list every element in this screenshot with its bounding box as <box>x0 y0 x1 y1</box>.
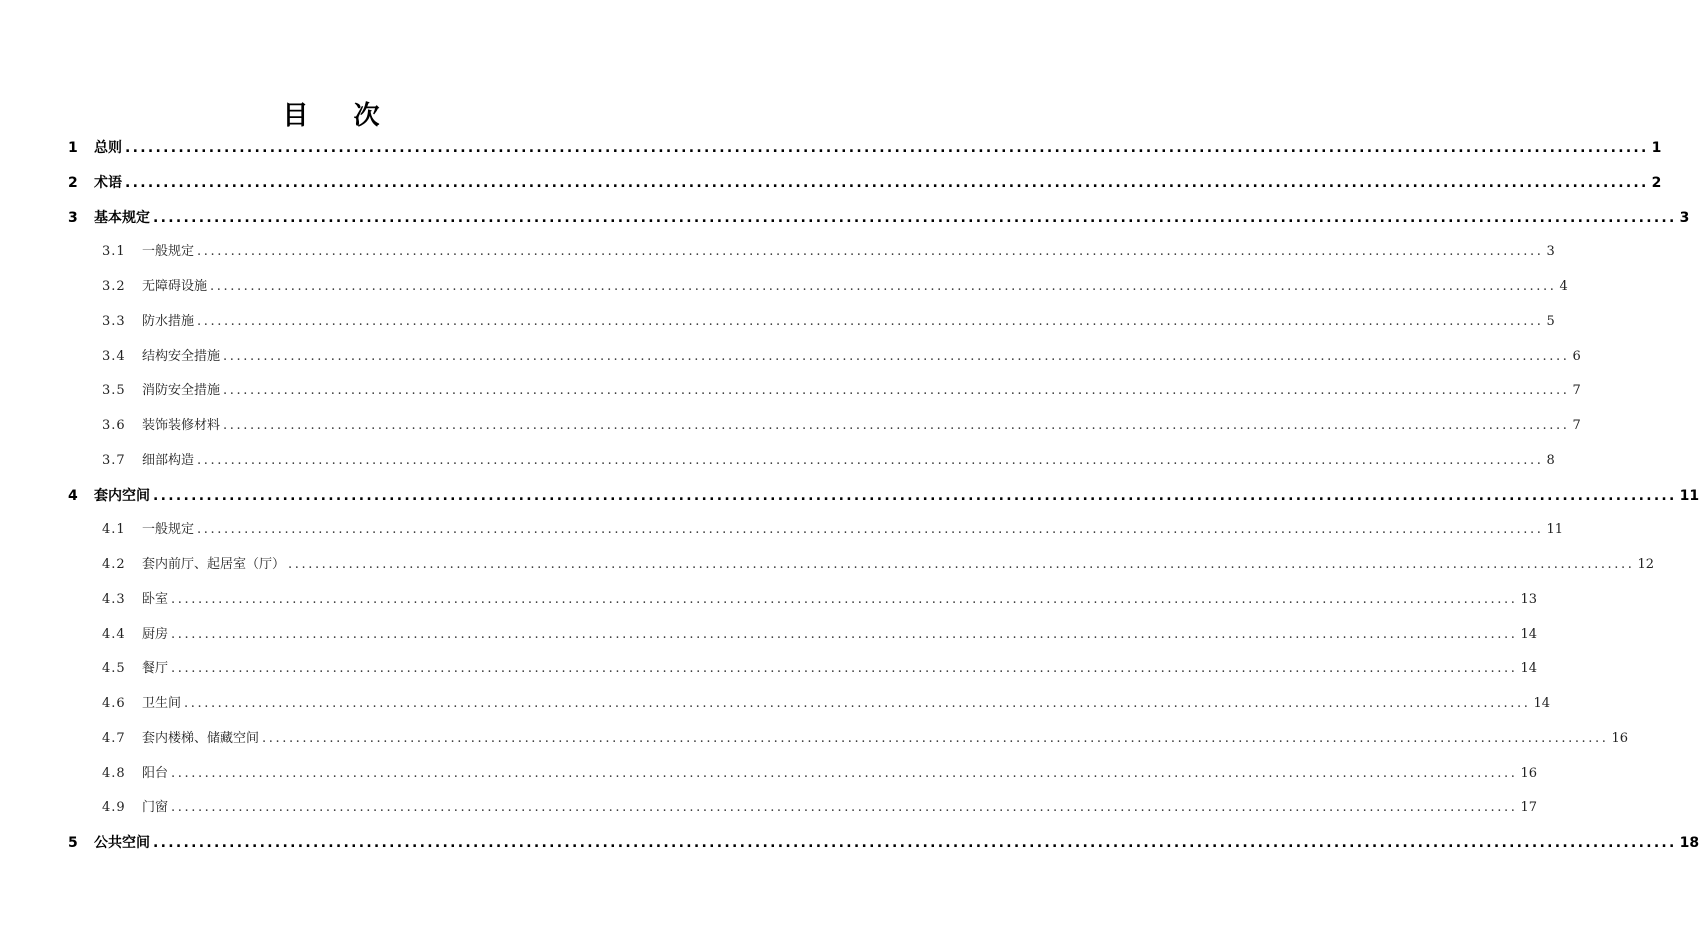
toc-section-entry[interactable] <box>102 725 1629 753</box>
toc-entry-title: 门窗 <box>142 800 169 816</box>
toc-dot-leader: ........................................................................................................................................................................................................ <box>171 591 1518 607</box>
toc-section-entry[interactable] <box>102 377 1581 405</box>
toc-page-number: 18 <box>1679 835 1699 851</box>
toc-section-entry[interactable] <box>102 343 1581 371</box>
toc-entry-title: 一般规定 <box>142 244 195 260</box>
toc-entry-number: 3.2 <box>102 279 126 294</box>
toc-chapter-entry[interactable] <box>68 169 1662 197</box>
toc-entry-number: 4.5 <box>102 661 126 677</box>
toc-page-number: 11 <box>1679 487 1699 504</box>
toc-dot-leader: ........................................................................................................................................................................................................ <box>288 557 1635 572</box>
toc-section-entry[interactable] <box>102 412 1581 440</box>
page-title: 目 次 <box>282 101 398 131</box>
toc-entry-number: 3.5 <box>102 383 126 399</box>
toc-entry-number: 4.3 <box>102 591 126 607</box>
toc-page-number: 14 <box>1520 661 1538 677</box>
toc-entry-number: 3.4 <box>102 348 126 364</box>
toc-dot-leader: ........................................................................................................................................................................................................ <box>171 800 1518 816</box>
toc-entry-number: 4.8 <box>102 765 126 781</box>
toc-section-entry[interactable] <box>102 551 1655 579</box>
toc-page-number: 6 <box>1572 348 1581 364</box>
toc-section-entry[interactable] <box>102 516 1564 544</box>
toc-entry-title: 无障碍设施 <box>142 279 208 294</box>
toc-entry-number: 3.6 <box>102 418 126 433</box>
toc-dot-leader: ........................................................................................................................................................................................................ <box>197 522 1544 538</box>
toc-entry-title: 术语 <box>94 174 122 191</box>
toc-entry-title: 套内前厅、起居室（厅） <box>142 557 286 572</box>
toc-page-number: 7 <box>1572 418 1581 433</box>
toc-dot-leader: ........................................................................................................................................................................................................ <box>262 730 1609 746</box>
toc-page-number: 13 <box>1520 591 1538 607</box>
toc-entry-number: 4.2 <box>102 557 126 572</box>
toc-section-entry[interactable] <box>102 586 1538 614</box>
toc-entry-title: 餐厅 <box>142 661 169 677</box>
toc-section-entry[interactable] <box>102 690 1551 718</box>
toc-chapter-entry[interactable] <box>68 482 1699 510</box>
toc-entry-title: 基本规定 <box>94 209 150 226</box>
toc-dot-leader: ........................................................................................................................................................................................................ <box>223 418 1570 433</box>
toc-section-entry[interactable] <box>102 308 1555 336</box>
toc-dot-leader: ........................................................................................................................................................................................................ <box>125 140 1649 156</box>
toc-entry-title: 厨房 <box>142 626 169 642</box>
toc-entry-number: 4.6 <box>102 696 126 711</box>
toc-dot-leader: ........................................................................................................................................................................................................ <box>223 383 1570 399</box>
toc-page-number: 3 <box>1679 209 1690 226</box>
toc-entry-number: 3 <box>68 209 78 226</box>
toc-page-number: 2 <box>1651 174 1662 191</box>
toc-dot-leader: ........................................................................................................................................................................................................ <box>184 696 1531 711</box>
toc-entry-title: 消防安全措施 <box>142 383 221 399</box>
toc-entry-number: 4 <box>68 487 78 504</box>
toc-entry-number: 2 <box>68 174 78 191</box>
toc-page-number: 14 <box>1520 626 1538 642</box>
toc-chapter-entry[interactable] <box>68 829 1699 857</box>
toc-page-number: 16 <box>1611 730 1629 746</box>
toc-section-entry[interactable] <box>102 621 1538 649</box>
toc-section-entry[interactable] <box>102 273 1568 301</box>
toc-entry-title: 一般规定 <box>142 522 195 538</box>
toc-entry-number: 5 <box>68 835 78 851</box>
toc-entry-title: 结构安全措施 <box>142 348 221 364</box>
toc-entry-title: 装饰装修材料 <box>142 418 221 433</box>
toc-page-number: 3 <box>1546 244 1555 260</box>
toc-page-number: 8 <box>1546 452 1555 468</box>
toc-entry-title: 细部构造 <box>142 452 195 468</box>
toc-page-number: 5 <box>1546 313 1555 329</box>
toc-dot-leader: ........................................................................................................................................................................................................ <box>171 661 1518 677</box>
toc-entry-title: 防水措施 <box>142 313 195 329</box>
toc-entry-number: 4.9 <box>102 800 126 816</box>
toc-page-number: 17 <box>1520 800 1538 816</box>
toc-dot-leader: ........................................................................................................................................................................................................ <box>197 452 1544 468</box>
toc-entry-title: 总则 <box>94 140 122 156</box>
toc-entry-number: 3.1 <box>102 244 126 260</box>
toc-chapter-entry[interactable] <box>68 204 1690 232</box>
toc-entry-number: 4.4 <box>102 626 126 642</box>
toc-section-entry[interactable] <box>102 760 1538 788</box>
toc-dot-leader: ........................................................................................................................................................................................................ <box>223 348 1570 364</box>
toc-section-entry[interactable] <box>102 794 1538 822</box>
toc-dot-leader: ........................................................................................................................................................................................................ <box>197 313 1544 329</box>
toc-dot-leader: ........................................................................................................................................................................................................ <box>153 209 1677 226</box>
toc-section-entry[interactable] <box>102 238 1555 266</box>
toc-page-number: 1 <box>1651 140 1662 156</box>
toc-section-entry[interactable] <box>102 447 1555 475</box>
toc-dot-leader: ........................................................................................................................................................................................................ <box>153 487 1677 504</box>
toc-section-entry[interactable] <box>102 655 1538 683</box>
toc-page-number: 11 <box>1546 522 1564 538</box>
toc-entry-title: 套内空间 <box>94 487 150 504</box>
toc-entry-number: 4.7 <box>102 730 126 746</box>
toc-page-number: 14 <box>1533 696 1551 711</box>
toc-entry-title: 公共空间 <box>94 835 150 851</box>
toc-dot-leader: ........................................................................................................................................................................................................ <box>153 835 1677 851</box>
toc-entry-title: 阳台 <box>142 765 169 781</box>
toc-page-number: 16 <box>1520 765 1538 781</box>
toc-entry-number: 3.7 <box>102 452 126 468</box>
toc-dot-leader: ........................................................................................................................................................................................................ <box>171 765 1518 781</box>
toc-entry-title: 套内楼梯、储藏空间 <box>142 730 260 746</box>
toc-entry-title: 卫生间 <box>142 696 182 711</box>
toc-page-number: 12 <box>1637 557 1655 572</box>
toc-chapter-entry[interactable] <box>68 134 1662 162</box>
toc-dot-leader: ........................................................................................................................................................................................................ <box>197 244 1544 260</box>
toc-dot-leader: ........................................................................................................................................................................................................ <box>210 279 1557 294</box>
toc-page-number: 7 <box>1572 383 1581 399</box>
toc-entry-number: 3.3 <box>102 313 126 329</box>
toc-dot-leader: ........................................................................................................................................................................................................ <box>125 174 1649 191</box>
toc-entry-number: 1 <box>68 140 78 156</box>
toc-entry-number: 4.1 <box>102 522 126 538</box>
toc-page-number: 4 <box>1559 279 1568 294</box>
toc-dot-leader: ........................................................................................................................................................................................................ <box>171 626 1518 642</box>
toc-entry-title: 卧室 <box>142 591 169 607</box>
